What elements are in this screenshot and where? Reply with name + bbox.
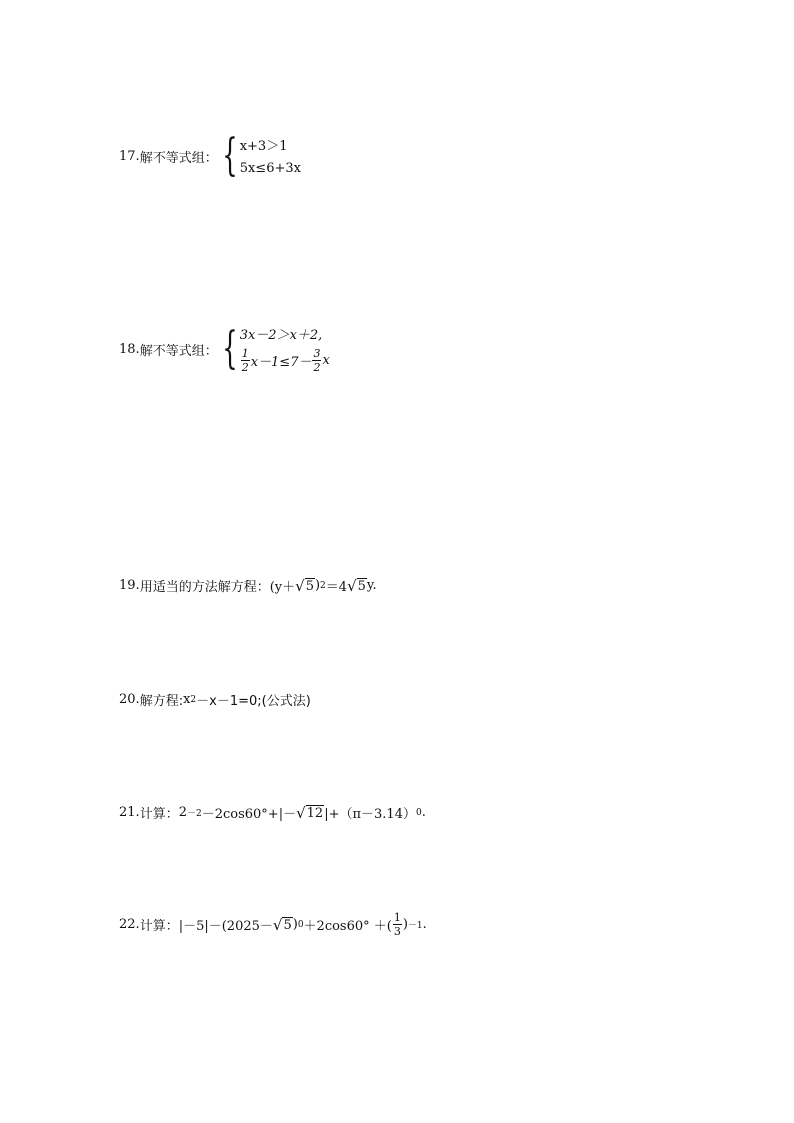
question-number: 21. (119, 805, 140, 820)
square-root: √ 12 (296, 803, 324, 822)
inequality-1: x+3＞1 (239, 138, 288, 154)
expression-text: －x－1=0;(公式法) (196, 694, 311, 709)
expression-text: ) (314, 578, 321, 593)
expression-text: |－5|－(2025－ (178, 919, 273, 934)
radicand: 5 (357, 578, 366, 594)
left-brace-icon: { (222, 130, 238, 181)
question-label: 解方程: (139, 694, 184, 709)
question-label: 解不等式组： (139, 150, 218, 166)
denominator: 3 (393, 925, 401, 938)
fraction (241, 348, 250, 373)
expression-text: . (421, 805, 426, 820)
expression-text: 2 (178, 805, 187, 820)
expression-text: (y＋ (269, 580, 296, 595)
question-21 (119, 803, 426, 822)
expression-text: . (422, 917, 427, 932)
question-number: 22. (119, 917, 140, 932)
question-label: 计算： (139, 807, 179, 822)
fraction (393, 912, 402, 937)
question-number: 20. (119, 692, 140, 707)
expression-text: y. (366, 578, 377, 593)
inequality-system (240, 132, 301, 180)
exponent: 0 (297, 919, 304, 930)
inequality-2: 5x≤6+3x (239, 160, 301, 176)
expression-text: x－1≤7－ (250, 354, 312, 370)
exponent: 2 (320, 580, 326, 591)
square-root: √ 5 (295, 576, 314, 595)
fraction (312, 348, 321, 373)
question-number: 19. (119, 578, 140, 593)
denominator: 2 (241, 360, 249, 374)
exponent: －2 (186, 809, 202, 819)
square-root: √ 5 (347, 576, 366, 595)
expression-text: ＋2cos60° ＋( (303, 919, 392, 934)
exponent: 0 (415, 807, 422, 818)
radicand: 5 (305, 578, 314, 594)
question-20 (119, 690, 311, 709)
expression-text: |+（π－3.14） (324, 807, 416, 822)
exponent: －1 (407, 921, 423, 931)
expression-text: ＝4 (325, 580, 348, 595)
square-root: √ 5 (272, 915, 292, 934)
left-brace-icon: { (222, 323, 238, 374)
radicand: 12 (306, 805, 324, 821)
inequality-1: 3x－2＞x＋2, (239, 327, 323, 343)
inequality-system (240, 322, 330, 376)
inequality-2 (240, 344, 330, 376)
denominator: 2 (313, 360, 321, 374)
question-17 (119, 132, 301, 180)
numerator: 3 (313, 346, 321, 360)
expression-text: x (183, 692, 191, 707)
question-22 (119, 912, 427, 937)
question-number: 17. (119, 148, 140, 164)
question-label: 用适当的方法解方程： (139, 580, 270, 595)
question-number: 18. (119, 341, 140, 357)
expression-text: ) (292, 917, 298, 932)
equation (270, 576, 377, 595)
expression-text: x (322, 352, 330, 368)
radicand: 5 (283, 917, 292, 933)
expression-text: ) (402, 917, 408, 932)
expression-text: －2cos60°+|－ (201, 807, 297, 822)
question-label: 计算： (139, 919, 179, 934)
question-19 (119, 576, 377, 595)
numerator: 1 (393, 911, 401, 924)
question-label: 解不等式组： (139, 343, 218, 359)
question-18 (119, 322, 330, 376)
numerator: 1 (241, 346, 249, 360)
exponent: 2 (190, 694, 197, 705)
